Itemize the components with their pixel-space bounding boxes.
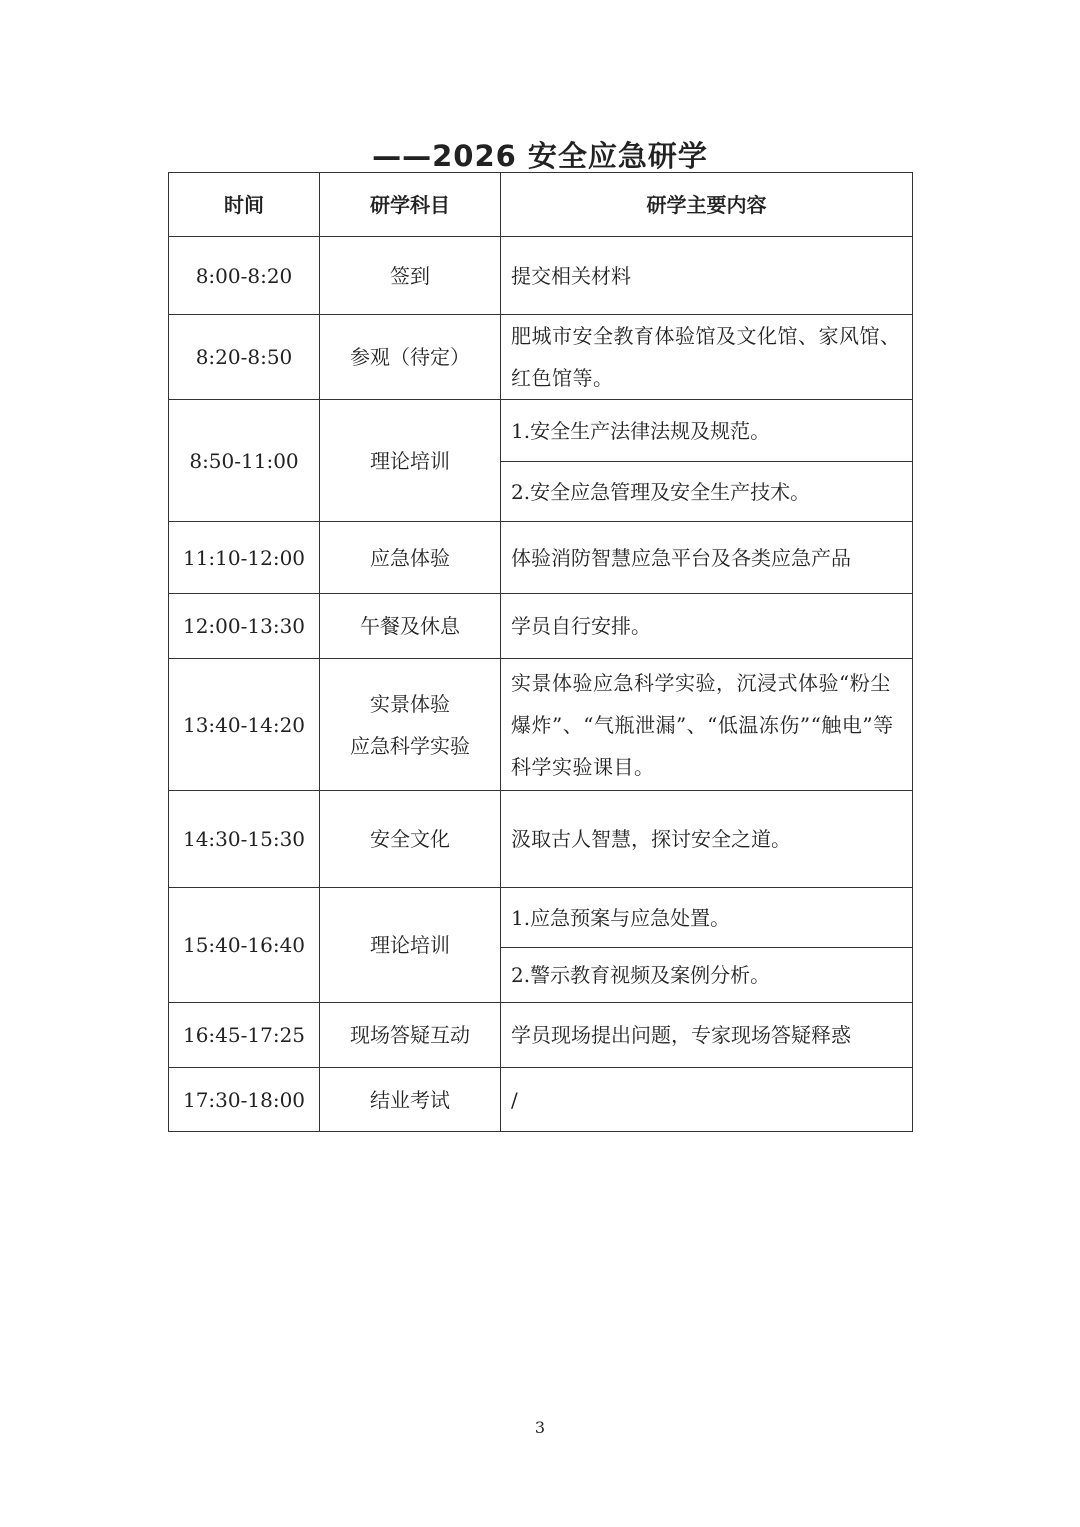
row-subject: 签到: [320, 237, 501, 315]
row-time: 17:30-18:00: [169, 1068, 320, 1132]
row-subject: 理论培训: [320, 888, 501, 1003]
table-header-row: [169, 173, 913, 237]
row-content-item: 2.警示教育视频及案例分析。: [501, 948, 913, 1003]
document-title: ——2026 安全应急研学: [372, 139, 708, 173]
row-time: 8:20-8:50: [169, 315, 320, 400]
row-time: 12:00-13:30: [169, 594, 320, 659]
row-content-item: 1.安全生产法律法规及规范。: [501, 400, 913, 462]
row-time: 15:40-16:40: [169, 888, 320, 1003]
row-content: 提交相关材料: [501, 237, 913, 315]
header-subject: 研学科目: [320, 173, 501, 237]
row-time: 8:50-11:00: [169, 400, 320, 522]
row-subject: 结业考试: [320, 1068, 501, 1132]
row-content: 实景体验应急科学实验，沉浸式体验“粉尘爆炸”、“气瓶泄漏”、“低温冻伤”“触电”等科学实验课目。: [501, 659, 913, 791]
row-content: 体验消防智慧应急平台及各类应急产品: [501, 522, 913, 594]
table-row: [169, 888, 913, 948]
row-subject-line: 应急科学实验: [350, 733, 470, 758]
row-content: 肥城市安全教育体验馆及文化馆、家风馆、红色馆等。: [501, 315, 913, 400]
schedule-table: [168, 172, 913, 1132]
row-time: 14:30-15:30: [169, 791, 320, 888]
row-content: 学员现场提出问题，专家现场答疑释惑: [501, 1003, 913, 1068]
table-row: [169, 594, 913, 659]
row-subject: 午餐及休息: [320, 594, 501, 659]
row-subject: 安全文化: [320, 791, 501, 888]
row-subject: 参观（待定）: [320, 315, 501, 400]
row-subject: [320, 659, 501, 791]
table-row: [169, 522, 913, 594]
table-row: [169, 1003, 913, 1068]
table-row: [169, 237, 913, 315]
table-row: [169, 659, 913, 791]
row-content: 学员自行安排。: [501, 594, 913, 659]
page-number: 3: [534, 1418, 546, 1437]
table-row: [169, 791, 913, 888]
row-content: 汲取古人智慧，探讨安全之道。: [501, 791, 913, 888]
table-row: [169, 1068, 913, 1132]
row-content-item: 1.应急预案与应急处置。: [501, 888, 913, 948]
row-subject: 应急体验: [320, 522, 501, 594]
row-subject-line: 实景体验: [370, 691, 450, 716]
table-row: [169, 400, 913, 462]
row-content: /: [501, 1068, 913, 1132]
row-time: 11:10-12:00: [169, 522, 320, 594]
header-time: 时间: [169, 173, 320, 237]
row-subject: 理论培训: [320, 400, 501, 522]
row-time: 16:45-17:25: [169, 1003, 320, 1068]
row-subject: 现场答疑互动: [320, 1003, 501, 1068]
row-content-item: 2.安全应急管理及安全生产技术。: [501, 462, 913, 522]
header-content: 研学主要内容: [501, 173, 913, 237]
row-time: 8:00-8:20: [169, 237, 320, 315]
row-time: 13:40-14:20: [169, 659, 320, 791]
table-row: [169, 315, 913, 400]
